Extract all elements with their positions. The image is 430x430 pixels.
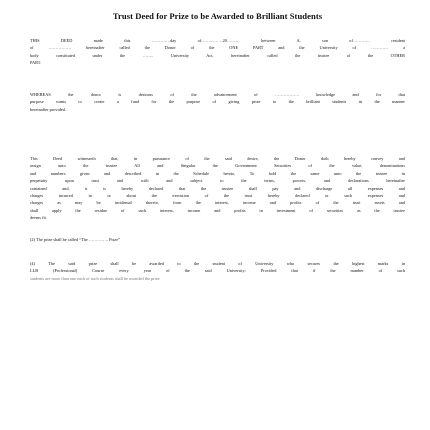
prize-award-clause [30,260,405,282]
text-line: purpose wants to create a fund for the purpose of giving prize to the brilliant students in the manner [30,99,405,105]
text-line: of ……………. hereinafter called the Donor of the ONE PART and the University of ………… a [30,45,405,51]
text-line: shall apply the residue of such interest, income and profits in investment of securities as the trustee [30,207,405,213]
text-line: LLB (Professional) Course every year of the said University: Provided that if the number of such [30,268,405,274]
deed-opening-paragraph [30,37,405,67]
text-line: charges incurred in or about the execution of the trust hereby declared or such expenses and [30,193,405,199]
text-line: body constituted under the …….. University Act, hereinafter called the trustee of the OTHER [30,52,405,58]
text-line: perpetuity upon trust and with and subject to the terms, powers, and declarations hereinafter [30,178,405,184]
text-line: deems fit. [30,215,47,221]
prize-name-clause [30,236,405,243]
document-title: Trust Deed for Prize to be Awarded to Brilliant Students [112,11,323,21]
text-line: students are more than one each of such students shall be awarded the prize [30,275,160,281]
text-line: charges as may be incidental thereto, from the interest, income and profits of the trust assets and [30,200,405,206]
text-line: hereinafter provided. [30,106,67,112]
text-line: PART. [30,60,42,66]
whereas-paragraph [30,91,405,113]
witnesseth-paragraph [30,155,405,222]
text-line: (2) The prize shall be called “The ………….. Prize” [30,237,120,242]
text-line: (4) The said prize shall be awarded to the student of University who secures the highest marks in [30,261,405,266]
text-line: and numbers given and described in the Schedule hereto, To hold the same unto the trustee in [30,170,405,176]
text-line: assign unto the trustee All and Singular the Government Securities of the value, denominations [30,163,405,169]
text-line: THIS DEED made this ………….day of……………20……… between A, son of………… resident [30,38,405,43]
text-line: contained and, it is hereby declared that the trustee shall pay and discharge all expenses and [30,185,405,191]
text-line: This Deed witnesseth that, in pursuance of the said desire, the Donor doth hereby convey and [30,156,405,161]
text-line: WHEREAS the donor is desirous of the advancement of …………….. knowledge and for that [30,92,405,97]
